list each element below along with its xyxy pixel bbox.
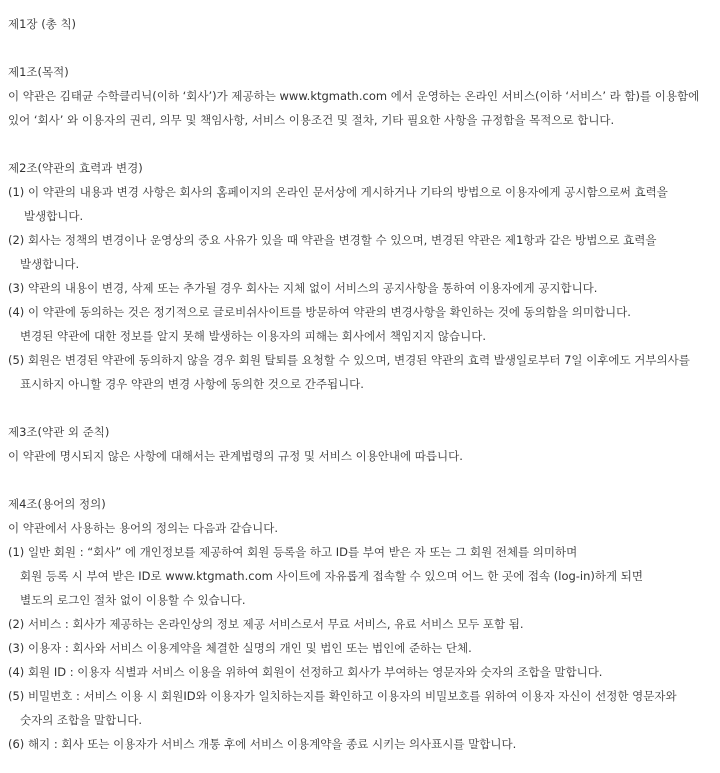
article-4-item-5: (5) 비밀번호 : 서비스 이용 시 회원ID와 이용자가 일치하는지를 확인하고 이용자의 비밀보호를 위하여 이용자 자신이 선정한 영문자와: [8, 689, 677, 703]
article-2-item-5: (5) 회원은 변경된 약관에 동의하지 않을 경우 회원 탈퇴를 요청할 수 있으며, 변경된 약관의 효력 발생일로부터 7일 이후에도 거부의사를: [8, 353, 690, 367]
article-2-item-4: (4) 이 약관에 동의하는 것은 정기적으로 글로비쉬사이트를 방문하여 약관의 변경사항을 확인하는 것에 동의함을 의미합니다.: [8, 305, 631, 319]
article-2-title: 제2조(약관의 효력과 변경): [8, 161, 143, 175]
article-2-item-1: (1) 이 약관의 내용과 변경 사항은 회사의 홈페이지의 온라인 문서상에 게시하거나 기타의 방법으로 이용자에게 공시함으로써 효력을: [8, 185, 668, 199]
article-1-text: 있어 ‘회사’ 와 이용자의 권리, 의무 및 책임사항, 서비스 이용조건 및 절차, 기타 필요한 사항을 규정함을 목적으로 합니다.: [8, 113, 615, 127]
article-4-intro: 이 약관에서 사용하는 용어의 정의는 다음과 같습니다.: [8, 521, 278, 535]
chapter-title: 제1장 (총 칙): [8, 17, 77, 31]
article-4-item-3: (3) 이용자 : 회사와 서비스 이용계약을 체결한 실명의 개인 및 법인 또는 법인에 준하는 단체.: [8, 641, 472, 655]
article-4-item-4: (4) 회원 ID : 이용자 식별과 서비스 이용을 위하여 회원이 선정하고 회사가 부여하는 영문자와 숫자의 조합을 말합니다.: [8, 665, 603, 679]
article-2-item-4-cont: 변경된 약관에 대한 정보를 알지 못해 발생하는 이용자의 피해는 회사에서 책임지지 않습니다.: [20, 329, 487, 343]
article-1-text: 이 약관은 김태균 수학클리닉(이하 ‘회사’)가 제공하는 www.ktgmath.com 에서 운영하는 온라인 서비스(이하 ‘서비스’ 라 함)를 이용함에: [8, 89, 700, 103]
article-2-item-3: (3) 약관의 내용이 변경, 삭제 또는 추가될 경우 회사는 지체 없이 서비스의 공지사항을 통하여 이용자에게 공지합니다.: [8, 281, 598, 295]
article-1-title: 제1조(목적): [8, 65, 69, 79]
article-4-item-5-cont: 숫자의 조합을 말합니다.: [20, 713, 143, 727]
article-4-title: 제4조(용어의 정의): [8, 497, 106, 511]
article-4-item-1-cont: 별도의 로그인 절차 없이 이용할 수 있습니다.: [20, 593, 246, 607]
article-2-item-2-cont: 발생합니다.: [20, 257, 80, 271]
article-2-item-1-cont: 발생합니다.: [24, 209, 84, 223]
article-4-item-2: (2) 서비스 : 회사가 제공하는 온라인상의 정보 제공 서비스로서 무료 서비스, 유료 서비스 모두 포함 됨.: [8, 617, 524, 631]
article-2-item-2: (2) 회사는 정책의 변경이나 운영상의 중요 사유가 있을 때 약관을 변경할 수 있으며, 변경된 약관은 제1항과 같은 방법으로 효력을: [8, 233, 657, 247]
article-3-title: 제3조(약관 외 준칙): [8, 425, 110, 439]
article-4-item-1-cont: 회원 등록 시 부여 받은 ID로 www.ktgmath.com 사이트에 자유롭게 접속할 수 있으며 어느 한 곳에 접속 (log-in)하게 되면: [20, 569, 643, 583]
article-4-item-1: (1) 일반 회원 : “회사” 에 개인정보를 제공하여 회원 등록을 하고 ID를 부여 받은 자 또는 그 회원 전체를 의미하며: [8, 545, 578, 559]
article-3-text: 이 약관에 명시되지 않은 사항에 대해서는 관계법령의 규정 및 서비스 이용안내에 따릅니다.: [8, 449, 463, 463]
article-4-item-6: (6) 해지 : 회사 또는 이용자가 서비스 개통 후에 서비스 이용계약을 종료 시키는 의사표시를 말합니다.: [8, 737, 517, 751]
article-2-item-5-cont: 표시하지 아니할 경우 약관의 변경 사항에 동의한 것으로 간주됩니다.: [20, 377, 364, 391]
